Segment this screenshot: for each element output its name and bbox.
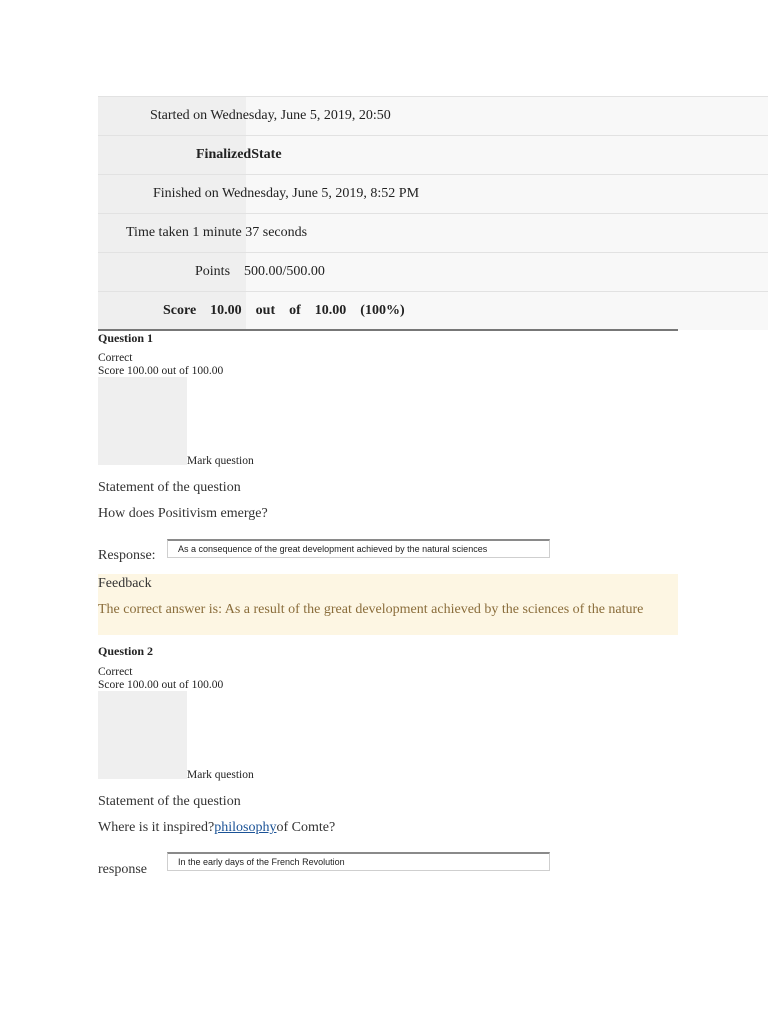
question-2-mark-button[interactable]: Mark question [187, 769, 254, 781]
state-text: FinalizedState [196, 147, 282, 162]
question-1-statement-label: Statement of the question [98, 480, 241, 495]
question-1-response-label: Response: [98, 548, 156, 563]
question-2-score: Score 100.00 out of 100.00 [98, 679, 224, 691]
summary-row-points [98, 252, 768, 291]
finished-text: Finished on Wednesday, June 5, 2019, 8:52 PM [153, 186, 420, 201]
question-2-text [98, 820, 335, 836]
question-1-score: Score 100.00 out of 100.00 [98, 365, 224, 377]
feedback-text: The correct answer is: As a result of the great development achieved by the sciences of the nature [98, 602, 644, 617]
points-text: Points 500.00/500.00 [195, 264, 325, 279]
summary-row-finished [98, 174, 768, 213]
question-2-status: Correct [98, 666, 133, 678]
summary-row-started [98, 96, 768, 135]
philosophy-link[interactable]: philosophy [214, 820, 277, 835]
summary-row-state [98, 135, 768, 174]
question-1-info-box [98, 377, 187, 465]
question-1-response-field[interactable]: As a consequence of the great development achieved by the natural sciences [167, 539, 550, 558]
divider [98, 329, 678, 331]
feedback-title: Feedback [98, 576, 152, 591]
question-2-response-field[interactable]: In the early days of the French Revolution [167, 852, 550, 871]
attempt-summary [98, 96, 768, 330]
question-1-feedback [98, 574, 678, 635]
score-text: Score 10.00 out of 10.00 (100%) [163, 303, 405, 318]
question-2-text-post: of Comte? [276, 820, 336, 835]
question-2-info-box [98, 691, 187, 779]
question-1-status: Correct [98, 352, 133, 364]
time-taken-text: Time taken 1 minute 37 seconds [126, 225, 308, 240]
question-1-title: Question 1 [98, 331, 154, 345]
summary-row-score [98, 291, 768, 330]
question-2-statement-label: Statement of the question [98, 794, 241, 809]
question-1-text: How does Positivism emerge? [98, 506, 268, 521]
question-2-text-pre: Where is it inspired? [98, 820, 215, 835]
question-2-title: Question 2 [98, 644, 154, 658]
question-1-mark-button[interactable]: Mark question [187, 455, 254, 467]
question-2-response-label: response [98, 862, 147, 877]
summary-row-time [98, 213, 768, 252]
started-text: Started on Wednesday, June 5, 2019, 20:50 [150, 108, 391, 123]
